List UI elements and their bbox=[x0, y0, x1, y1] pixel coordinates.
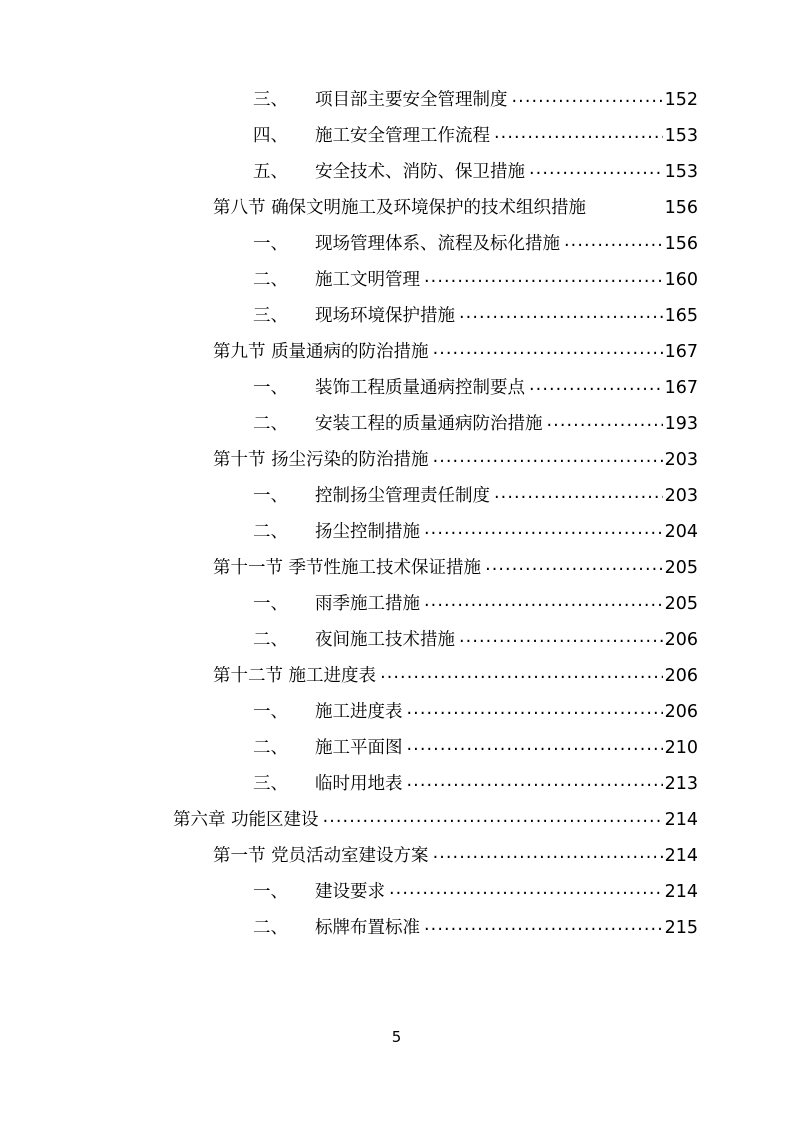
toc-leader-dots bbox=[433, 341, 663, 359]
toc-entry-label: 施工文明管理 bbox=[315, 270, 420, 290]
toc-entry-number: 一、 bbox=[253, 234, 288, 254]
toc-entry-label: 第十二节 施工进度表 bbox=[213, 666, 377, 686]
toc-entry-label: 安全技术、消防、保卫措施 bbox=[315, 162, 525, 182]
toc-entry-number: 一、 bbox=[253, 594, 288, 614]
toc-entry-page: 193 bbox=[664, 414, 698, 434]
toc-leader-dots bbox=[433, 449, 663, 467]
toc-entry[interactable] bbox=[95, 128, 698, 164]
toc-entry[interactable] bbox=[95, 308, 698, 344]
toc-entry-label: 第八节 确保文明施工及环境保护的技术组织措施 bbox=[213, 198, 587, 218]
toc-entry-page: 153 bbox=[664, 162, 698, 182]
toc-entry-number: 二、 bbox=[253, 918, 288, 938]
toc-entry[interactable] bbox=[95, 344, 698, 380]
toc-entry[interactable] bbox=[95, 488, 698, 524]
toc-entry[interactable] bbox=[95, 200, 698, 236]
toc-leader-dots bbox=[407, 701, 663, 719]
toc-entry-number: 三、 bbox=[253, 774, 288, 794]
toc-entry-number: 一、 bbox=[253, 882, 288, 902]
toc-entry[interactable] bbox=[95, 380, 698, 416]
toc-leader-dots bbox=[433, 845, 663, 863]
toc-entry-label: 安装工程的质量通病防治措施 bbox=[315, 414, 543, 434]
toc-entry-page: 204 bbox=[664, 522, 698, 542]
toc-entry-number: 二、 bbox=[253, 630, 288, 650]
toc-leader-dots bbox=[424, 593, 663, 611]
toc-leader-dots bbox=[424, 521, 663, 539]
toc-leader-dots bbox=[494, 125, 663, 143]
toc-entry-number: 三、 bbox=[253, 90, 288, 110]
toc-entry-page: 214 bbox=[664, 846, 698, 866]
toc-entry[interactable] bbox=[95, 776, 698, 812]
toc-entry[interactable] bbox=[95, 884, 698, 920]
toc-entry-page: 153 bbox=[664, 126, 698, 146]
toc-entry[interactable] bbox=[95, 740, 698, 776]
toc-entry-number: 二、 bbox=[253, 414, 288, 434]
toc-entry-label: 临时用地表 bbox=[315, 774, 403, 794]
toc-entry[interactable] bbox=[95, 452, 698, 488]
toc-entry-label: 现场环境保护措施 bbox=[315, 306, 455, 326]
toc-leader-dots bbox=[424, 917, 663, 935]
toc-entry-page: 210 bbox=[664, 738, 698, 758]
toc-leader-dots bbox=[529, 377, 663, 395]
toc-entry-number: 三、 bbox=[253, 306, 288, 326]
page-number: 5 bbox=[391, 1028, 402, 1046]
toc-entry[interactable] bbox=[95, 668, 698, 704]
toc-entry-label: 第十一节 季节性施工技术保证措施 bbox=[213, 558, 482, 578]
toc-entry-page: 152 bbox=[664, 90, 698, 110]
toc-entry-page: 205 bbox=[664, 558, 698, 578]
toc-entry[interactable] bbox=[95, 92, 698, 128]
toc-entry-label: 控制扬尘管理责任制度 bbox=[315, 486, 490, 506]
toc-leader-dots bbox=[564, 233, 663, 251]
toc-entry[interactable] bbox=[95, 560, 698, 596]
toc-entry-label: 建设要求 bbox=[315, 882, 385, 902]
toc-entry-label: 项目部主要安全管理制度 bbox=[315, 90, 508, 110]
toc-entry-label: 标牌布置标准 bbox=[315, 918, 420, 938]
toc-entry-page: 156 bbox=[664, 198, 698, 218]
toc-entry[interactable] bbox=[95, 596, 698, 632]
toc-entry-label: 夜间施工技术措施 bbox=[315, 630, 455, 650]
toc-entry-page: 206 bbox=[664, 630, 698, 650]
toc-entry-page: 213 bbox=[664, 774, 698, 794]
toc-leader-dots bbox=[459, 305, 663, 323]
toc-entry-label: 第十节 扬尘污染的防治措施 bbox=[213, 450, 429, 470]
toc-entry-page: 214 bbox=[664, 810, 698, 830]
toc-entry[interactable] bbox=[95, 920, 698, 956]
toc-entry-number: 一、 bbox=[253, 378, 288, 398]
toc-entry-label: 施工进度表 bbox=[315, 702, 403, 722]
toc-leader-dots bbox=[485, 557, 663, 575]
toc-entry-label: 施工安全管理工作流程 bbox=[315, 126, 490, 146]
toc-entry-page: 160 bbox=[664, 270, 698, 290]
toc-leader-dots bbox=[407, 773, 663, 791]
toc-entry-label: 装饰工程质量通病控制要点 bbox=[315, 378, 525, 398]
toc-entry-label: 第六章 功能区建设 bbox=[173, 810, 319, 830]
table-of-contents bbox=[0, 92, 793, 956]
toc-entry-label: 雨季施工措施 bbox=[315, 594, 420, 614]
toc-entry[interactable] bbox=[95, 812, 698, 848]
toc-entry-number: 二、 bbox=[253, 270, 288, 290]
toc-entry-page: 156 bbox=[664, 234, 698, 254]
toc-entry-number: 四、 bbox=[253, 126, 288, 146]
toc-entry[interactable] bbox=[95, 164, 698, 200]
toc-leader-dots bbox=[389, 881, 663, 899]
toc-entry[interactable] bbox=[95, 524, 698, 560]
toc-leader-dots bbox=[323, 809, 663, 827]
toc-entry-number: 五、 bbox=[253, 162, 288, 182]
toc-entry-page: 214 bbox=[664, 882, 698, 902]
toc-entry-page: 167 bbox=[664, 342, 698, 362]
toc-leader-dots bbox=[547, 413, 663, 431]
toc-entry[interactable] bbox=[95, 848, 698, 884]
toc-leader-dots bbox=[512, 89, 663, 107]
toc-entry-page: 215 bbox=[664, 918, 698, 938]
toc-entry-page: 206 bbox=[664, 702, 698, 722]
toc-leader-dots bbox=[407, 737, 663, 755]
toc-leader-dots bbox=[459, 629, 663, 647]
toc-entry[interactable] bbox=[95, 632, 698, 668]
toc-entry-label: 第九节 质量通病的防治措施 bbox=[213, 342, 429, 362]
toc-leader-dots bbox=[424, 269, 663, 287]
toc-entry[interactable] bbox=[95, 416, 698, 452]
toc-entry-label: 第一节 党员活动室建设方案 bbox=[213, 846, 429, 866]
toc-leader-dots bbox=[494, 485, 663, 503]
toc-entry[interactable] bbox=[95, 236, 698, 272]
toc-entry-page: 203 bbox=[664, 486, 698, 506]
toc-entry-page: 205 bbox=[664, 594, 698, 614]
toc-entry-number: 一、 bbox=[253, 486, 288, 506]
toc-entry-number: 一、 bbox=[253, 702, 288, 722]
toc-entry-label: 现场管理体系、流程及标化措施 bbox=[315, 234, 560, 254]
toc-leader-dots bbox=[380, 665, 663, 683]
toc-entry-page: 165 bbox=[664, 306, 698, 326]
toc-entry-label: 施工平面图 bbox=[315, 738, 403, 758]
toc-entry-number: 二、 bbox=[253, 522, 288, 542]
toc-entry-number: 二、 bbox=[253, 738, 288, 758]
toc-entry[interactable] bbox=[95, 704, 698, 740]
toc-entry-label: 扬尘控制措施 bbox=[315, 522, 420, 542]
toc-entry[interactable] bbox=[95, 272, 698, 308]
toc-entry-page: 167 bbox=[664, 378, 698, 398]
toc-leader-dots bbox=[529, 161, 663, 179]
toc-entry-page: 206 bbox=[664, 666, 698, 686]
toc-entry-page: 203 bbox=[664, 450, 698, 470]
